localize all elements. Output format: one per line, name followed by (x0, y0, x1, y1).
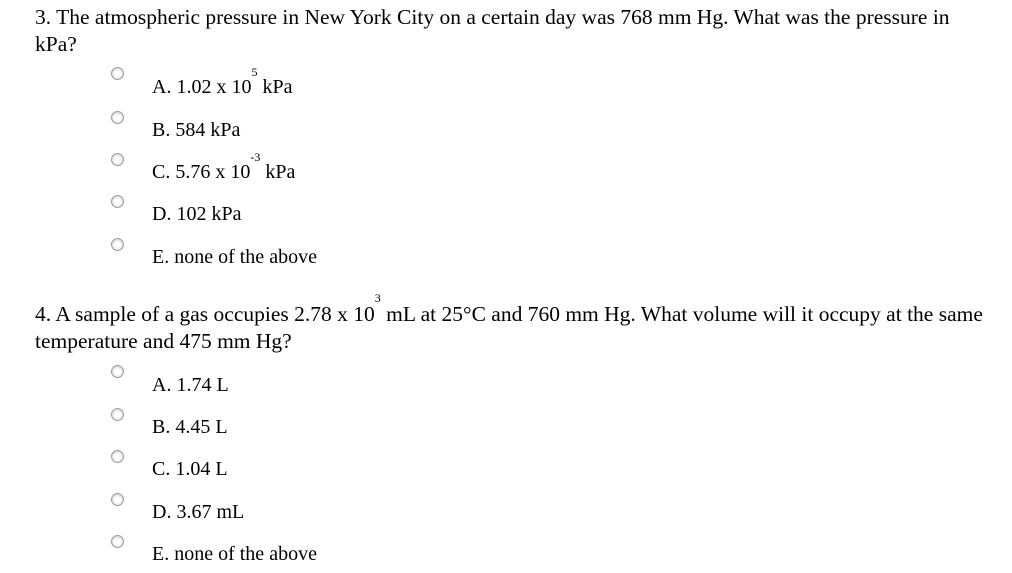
question-4-option-b[interactable] (35, 413, 635, 443)
question-3-prompt: 3. The atmospheric pressure in New York City on a certain day was 768 mm Hg. What was the pressure in kPa? (35, 5, 950, 56)
question-3-option-c[interactable] (35, 150, 635, 188)
option-label: A. 1.74 L (152, 374, 229, 396)
option-label: B. 584 kPa (152, 119, 241, 141)
question-4-prompt: 4. A sample of a gas occupies 2.78 x $10^3$ mL at 25°C and 760 mm Hg. What volume will it occupy at the same temperature and 475 mm Hg? (35, 291, 983, 353)
option-label: E. none of the above (152, 246, 317, 268)
radio-button-icon[interactable] (111, 450, 124, 463)
option-label: B. 4.45 L (152, 416, 228, 438)
option-label: E. none of the above (152, 543, 317, 565)
option-label: A. 1.02 x $10^5$ kPa (152, 65, 293, 98)
question-3-option-a[interactable] (35, 65, 635, 103)
question-4-option-c[interactable] (35, 455, 635, 485)
radio-button-icon[interactable] (111, 408, 124, 421)
option-label: C. 5.76 x $10^{-3}$ kPa (152, 150, 296, 183)
radio-button-icon[interactable] (111, 153, 124, 166)
question-4-option-e[interactable] (35, 540, 635, 570)
option-label: D. 102 kPa (152, 203, 242, 225)
radio-button-icon[interactable] (111, 111, 124, 124)
question-3-option-d[interactable] (35, 200, 635, 230)
question-3 (35, 4, 995, 58)
radio-button-icon[interactable] (111, 493, 124, 506)
question-3-option-b[interactable] (35, 116, 635, 146)
radio-button-icon[interactable] (111, 67, 124, 80)
radio-button-icon[interactable] (111, 365, 124, 378)
question-4-option-a[interactable] (35, 371, 635, 401)
option-label: D. 3.67 mL (152, 501, 245, 523)
radio-button-icon[interactable] (111, 535, 124, 548)
option-label: C. 1.04 L (152, 458, 228, 480)
radio-button-icon[interactable] (111, 195, 124, 208)
question-3-option-e[interactable] (35, 243, 635, 273)
question-4-option-d[interactable] (35, 498, 635, 528)
question-4 (35, 291, 995, 355)
radio-button-icon[interactable] (111, 238, 124, 251)
